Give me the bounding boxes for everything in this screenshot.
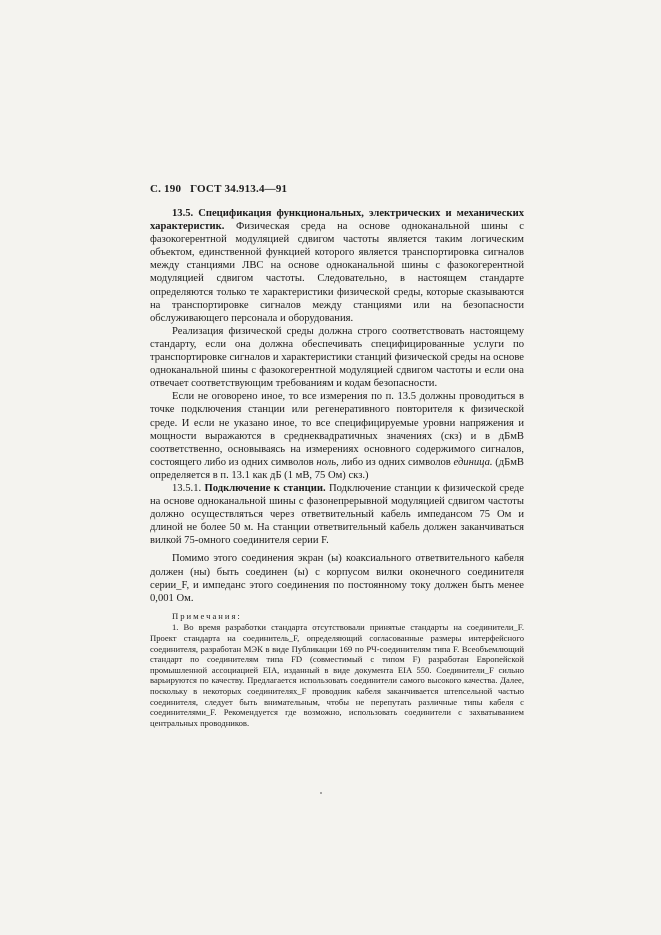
section-number: 13.5.1. bbox=[172, 482, 202, 494]
scan-speck bbox=[320, 792, 322, 794]
notes-block bbox=[150, 611, 524, 729]
page-header bbox=[150, 183, 293, 195]
section-13-5 bbox=[150, 207, 524, 325]
section-text: Физическая среда на основе одноканальной шины с фазокогерентной модуляцией сдвигом частоты является таким логическим объектом, единственной функцией которого является транспортировка сигналов между станциями ЛВС на основе одноканальной шины с фазокогерентной модуляцией сдвигом частоты. Следовательно, в настоящем стандарте определяются только те характеристики физической среды, которые сказываются на транспортировке сигналов между станциями или на безопасности обслуживающего персонала и оборудования. bbox=[150, 221, 524, 324]
standard-code: ГОСТ 34.913.4—91 bbox=[190, 183, 288, 195]
note-1: 1. Во время разработки стандарта отсутствовали принятые стандарты на соединители_F. Проект стандарта на соединитель_F, определяющий согласованные размеры интерфейсного соединителя, разработан МЭК в виде Публикации 169 по РЧ-соединителям типа F. Всеобъемлющий стандарт по соединителям типа FD (совместимый с типом F) разработан Европейской промышленной ассоциацией EIA, изданный в виде документа EIA 550. Соединители_F сильно варьируются по качеству. Предлагается использовать соединители самого высокого качества. Далее, поскольку в некоторых соединителях_F проводник кабеля заканчивается штепсельной частью соединителя, следует быть внимательным, чтобы не перепутать различные типы кабеля с соединителями_F. Рекомендуется где возможно, использовать соединители с захватыванием центральных проводников. bbox=[150, 622, 524, 728]
section-title: Подключение к станции. bbox=[204, 482, 326, 494]
paragraph-implementation: Реализация физической среды должна строго соответствовать настоящему стандарту, если она должна обеспечивать специфицированные услуги по транспортировке сигналов и характеристики станций физической среды на основе одноканальной шины с фазокогерентной модуляцией сдвигом частоты и если она отвечает соответствующим требованиям и кодам безопасности. bbox=[150, 325, 524, 390]
notes-title: Примечания: bbox=[172, 610, 242, 621]
section-number: 13.5. bbox=[172, 208, 194, 219]
page-number: С. 190 bbox=[150, 183, 182, 195]
paragraph-shield: Помимо этого соединения экран (ы) коаксиального ответвительного кабеля должен (ны) быть соединен (ы) с корпусом вилки оконечного соединителя серии_F, и импеданс этого соединения по постоянному току должен быть менее 0,001 Ом. bbox=[150, 553, 524, 604]
paragraph-measurements: Если не оговорено иное, то все измерения по п. 13.5 должны проводиться в точке подключения станции или регенеративного повторителя к физической среде. И если не указано иное, то все специфицируемые уровни напряжения и мощности выражаются в среднеквадратичных значениях (скз) и в дБмВ соответственно, основываясь на измерениях основного содержимого сигналов, состоящего либо из одних символов ноль, либо из одних символов единица. (дБмВ определяется в п. 13.1 как дБ (1 мВ, 75 Ом) скз.) bbox=[150, 391, 524, 481]
section-title: Спецификация функциональных, электрических и механических характеристик. bbox=[150, 208, 524, 233]
document-body bbox=[150, 207, 524, 728]
section-text: Подключение станции к физической среде на основе одноканальной шины с фазонепрерывной модуляцией сдвигом частоты должно осуществляться через ответвительный кабель импедансом 75 Ом и длиной не более 50 м. На станции ответвительный кабель должен заканчиваться вилкой 75-омного соединителя серии F. bbox=[150, 482, 524, 547]
section-13-5-1 bbox=[150, 482, 524, 547]
